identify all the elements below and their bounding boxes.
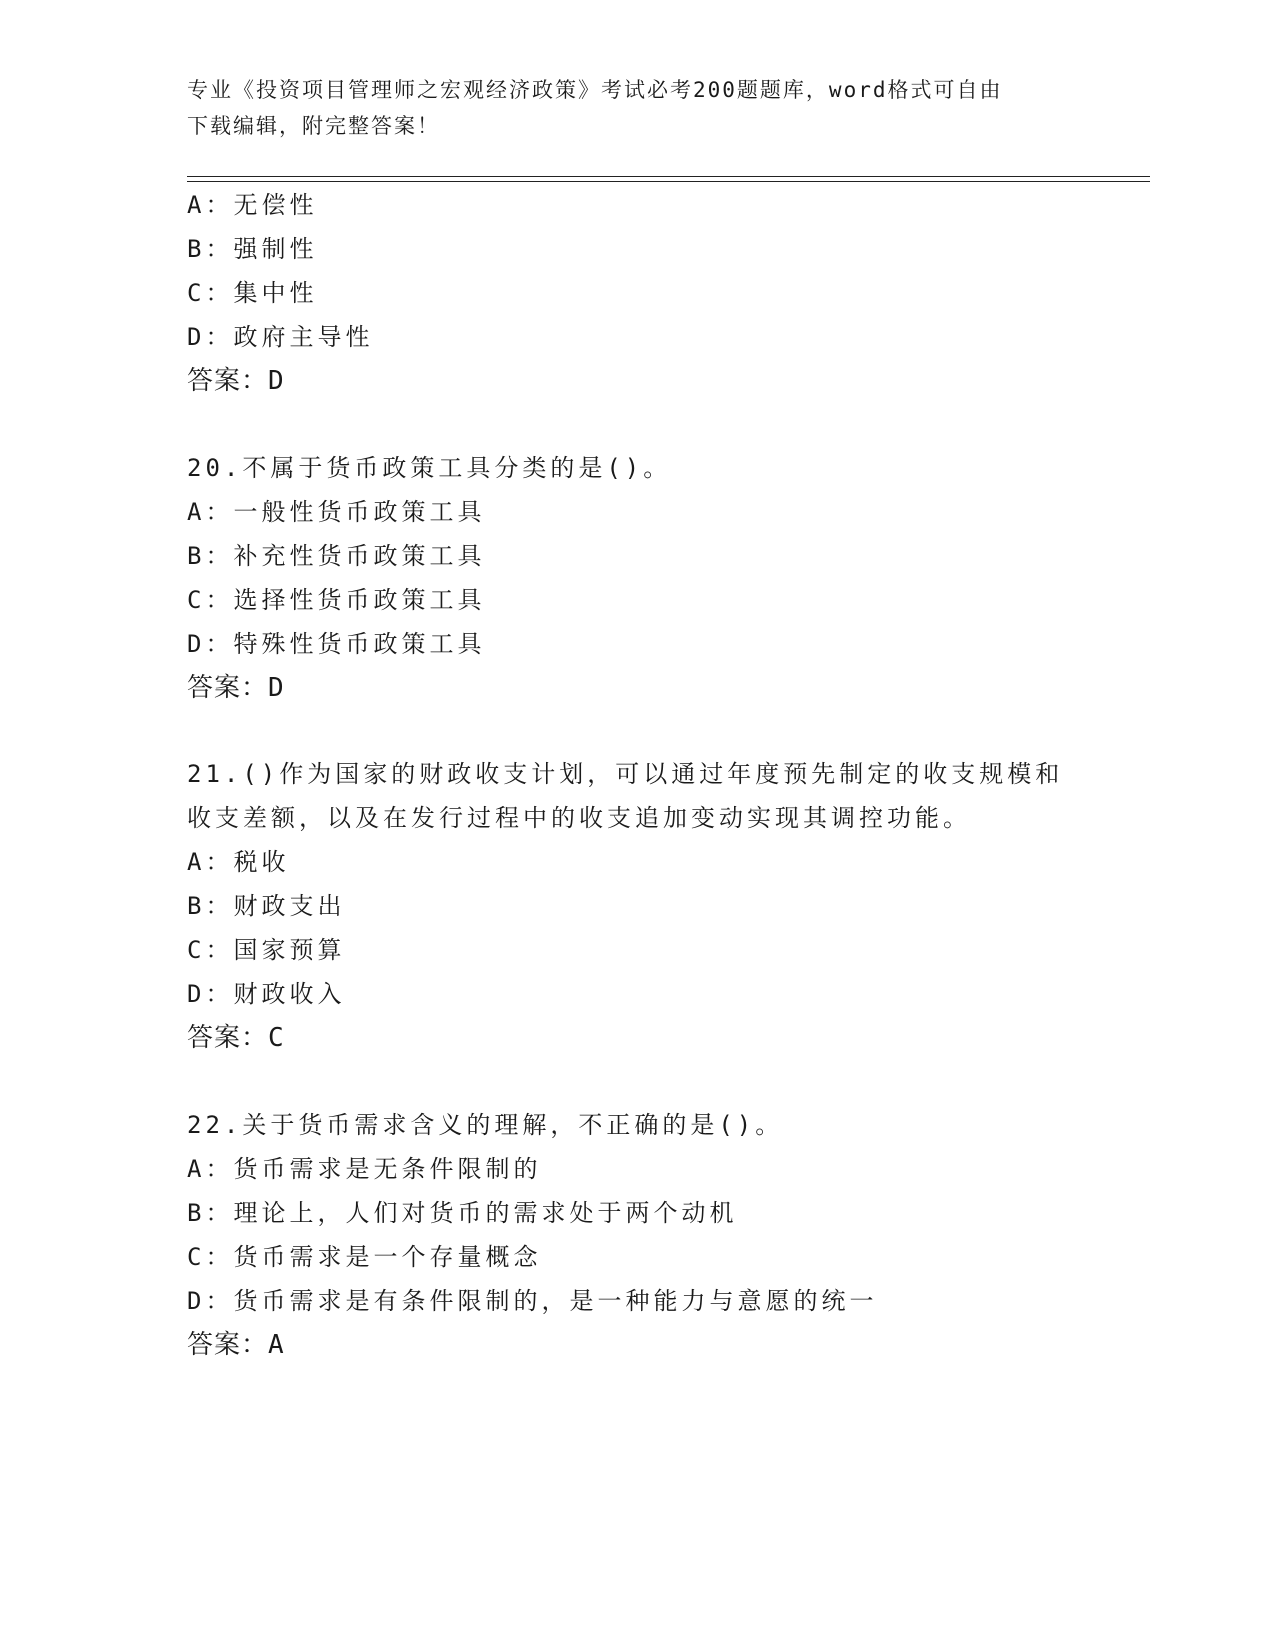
q20-option-a: A：一般性货币政策工具 <box>187 498 486 526</box>
q21-option-d: D：财政收入 <box>187 980 346 1008</box>
q22-answer-label: 答案： <box>187 1330 269 1360</box>
q19-answer <box>187 365 285 397</box>
q21-option-b: B：财政支出 <box>187 892 346 920</box>
q21-answer-value: C <box>268 1023 285 1053</box>
q19-answer-value: D <box>268 366 285 396</box>
q21-answer-label: 答案： <box>187 1023 269 1053</box>
q20-option-b: B：补充性货币政策工具 <box>187 542 486 570</box>
q22-answer-value: A <box>268 1330 285 1360</box>
q22-option-d: D：货币需求是有条件限制的，是一种能力与意愿的统一 <box>187 1287 878 1315</box>
q19-option-d: D：政府主导性 <box>187 323 374 351</box>
q20-question: 20.不属于货币政策工具分类的是()。 <box>187 454 672 482</box>
q22-answer <box>187 1329 285 1361</box>
q19-option-b: B：强制性 <box>187 235 318 263</box>
q20-answer-value: D <box>268 673 285 703</box>
q19-answer-label: 答案： <box>187 366 269 396</box>
q22-option-b: B：理论上，人们对货币的需求处于两个动机 <box>187 1199 738 1227</box>
q20-answer-label: 答案： <box>187 673 269 703</box>
q19-option-a: A：无偿性 <box>187 191 318 219</box>
document-header <box>187 72 1087 144</box>
q21-option-c: C：国家预算 <box>187 936 346 964</box>
q21-question-line-2: 收支差额，以及在发行过程中的收支追加变动实现其调控功能。 <box>187 804 971 832</box>
q20-option-d: D：特殊性货币政策工具 <box>187 630 486 658</box>
q19-option-c: C：集中性 <box>187 279 318 307</box>
q22-question: 22.关于货币需求含义的理解，不正确的是()。 <box>187 1111 784 1139</box>
q20-option-c: C：选择性货币政策工具 <box>187 586 486 614</box>
q20-answer <box>187 672 285 704</box>
q21-answer <box>187 1022 285 1054</box>
q22-option-a: A：货币需求是无条件限制的 <box>187 1155 542 1183</box>
header-divider-bottom <box>187 181 1150 182</box>
q21-option-a: A：税收 <box>187 848 290 876</box>
header-divider-top <box>187 176 1150 177</box>
header-line-2: 下载编辑，附完整答案！ <box>187 114 440 138</box>
q21-question-line-1: 21.()作为国家的财政收支计划，可以通过年度预先制定的收支规模和 <box>187 760 1064 788</box>
header-line-1: 专业《投资项目管理师之宏观经济政策》考试必考200题题库，word格式可自由 <box>187 78 1003 102</box>
q22-option-c: C：货币需求是一个存量概念 <box>187 1243 542 1271</box>
